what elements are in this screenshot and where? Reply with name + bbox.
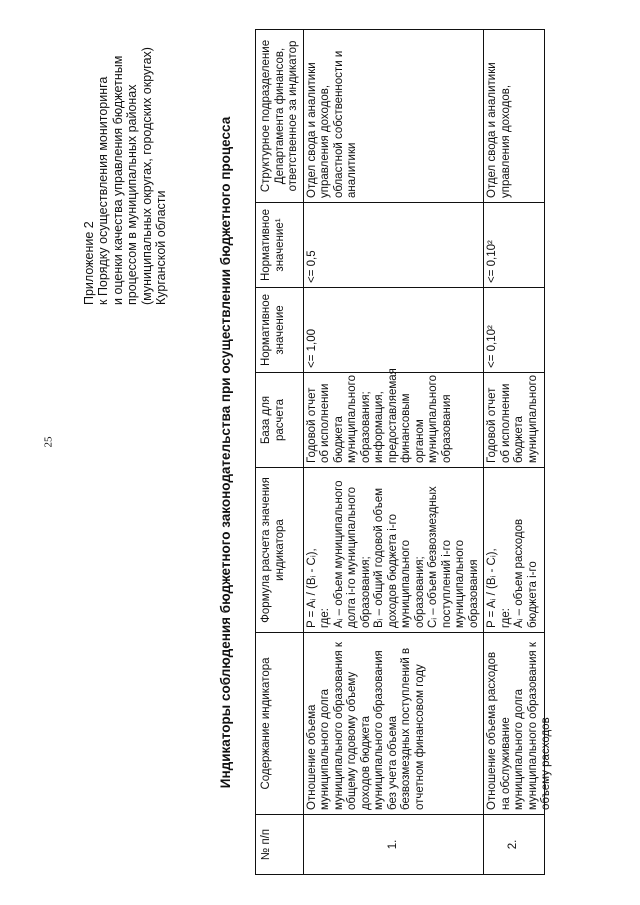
row-norm: <= 1,00 (303, 288, 484, 373)
formula-b: Bᵢ – общий годовой объем доходов бюджета i-го муниципального образования; (373, 487, 426, 628)
table-header-row (256, 30, 304, 875)
row-dept (484, 30, 545, 203)
row-norm: <= 0,10² (484, 288, 545, 373)
formula-main: P = Aᵢ / (Bᵢ - Cᵢ), (305, 548, 318, 628)
formula-a: Aᵢ – объем муниципального долга i-го муниципального образования; (332, 480, 372, 628)
appendix-header (82, 5, 168, 305)
header-base: База для расчета (256, 373, 304, 468)
header-formula: Формула расчета значения индикатора (256, 468, 304, 633)
row-content (484, 633, 552, 815)
header-num: № п/п (256, 815, 304, 875)
appendix-line: Приложение 2 (82, 221, 96, 305)
row-num: 1. (303, 815, 484, 875)
header-norm1: Нормативное значение¹ (256, 203, 304, 288)
row-base: Годовой отчет об исполнении бюджета муниципального образования; информация, предоставляемая финансовым органом муниципального образования (303, 373, 484, 468)
header-content: Содержание индикатора (256, 633, 304, 815)
indicators-table (255, 29, 552, 875)
row-dept: Отдел свода и аналитики управления доходов, областной собственности и аналитики (303, 30, 484, 203)
header-norm: Нормативное значение (256, 288, 304, 373)
formula-where: где: (319, 608, 331, 628)
header-dept: Структурное подразделение Департамента финансов, ответственное за индикатор (256, 30, 304, 203)
appendix-line: процессом в муниципальных районах (125, 84, 140, 305)
row-norm1: <= 0,5 (303, 203, 484, 288)
formula-cell (486, 472, 540, 628)
row-num: 2. (484, 815, 545, 875)
row-content-text: Отношение объема расходов на обслуживание муниципального долга муниципального образования к объему расходов (486, 642, 552, 810)
row-formula (303, 468, 484, 633)
formula-where: где: (499, 608, 512, 628)
row-dept-text: Отдел свода и аналитики управления доходов, (486, 62, 512, 198)
formula-c: Cᵢ – объем безвозмездных поступлений i-го муниципального образования (427, 486, 480, 628)
row-base (484, 373, 545, 468)
row-formula (484, 468, 545, 633)
document-title: Индикаторы соблюдения бюджетного законодательства при осуществлении бюджетного процесса (218, 116, 233, 789)
formula-main: P = Aᵢ / (Bᵢ - Cᵢ), (486, 548, 498, 628)
appendix-line: к Порядку осуществления мониторинга (96, 76, 111, 305)
formula-a: Aᵢ – объем расходов бюджета i-го (513, 518, 539, 628)
row-norm1: <= 0,10² (484, 203, 545, 288)
appendix-line: (муниципальных округах, городских округах) (139, 47, 154, 305)
row-content: Отношение объема муниципального долга муниципального образования к общему годовому объему доходов бюджета муниципального образования без учета объема безвозмездных поступлений в отчетном финансовом году (303, 633, 484, 815)
table-row (484, 30, 545, 875)
appendix-line: и оценки качества управления бюджетным (110, 55, 125, 305)
table-row (303, 30, 484, 875)
page-number: 25 (42, 436, 55, 448)
appendix-line: Курганской области (154, 190, 169, 305)
row-base-text: Годовой отчет об исполнении бюджета муниципального (486, 375, 539, 463)
